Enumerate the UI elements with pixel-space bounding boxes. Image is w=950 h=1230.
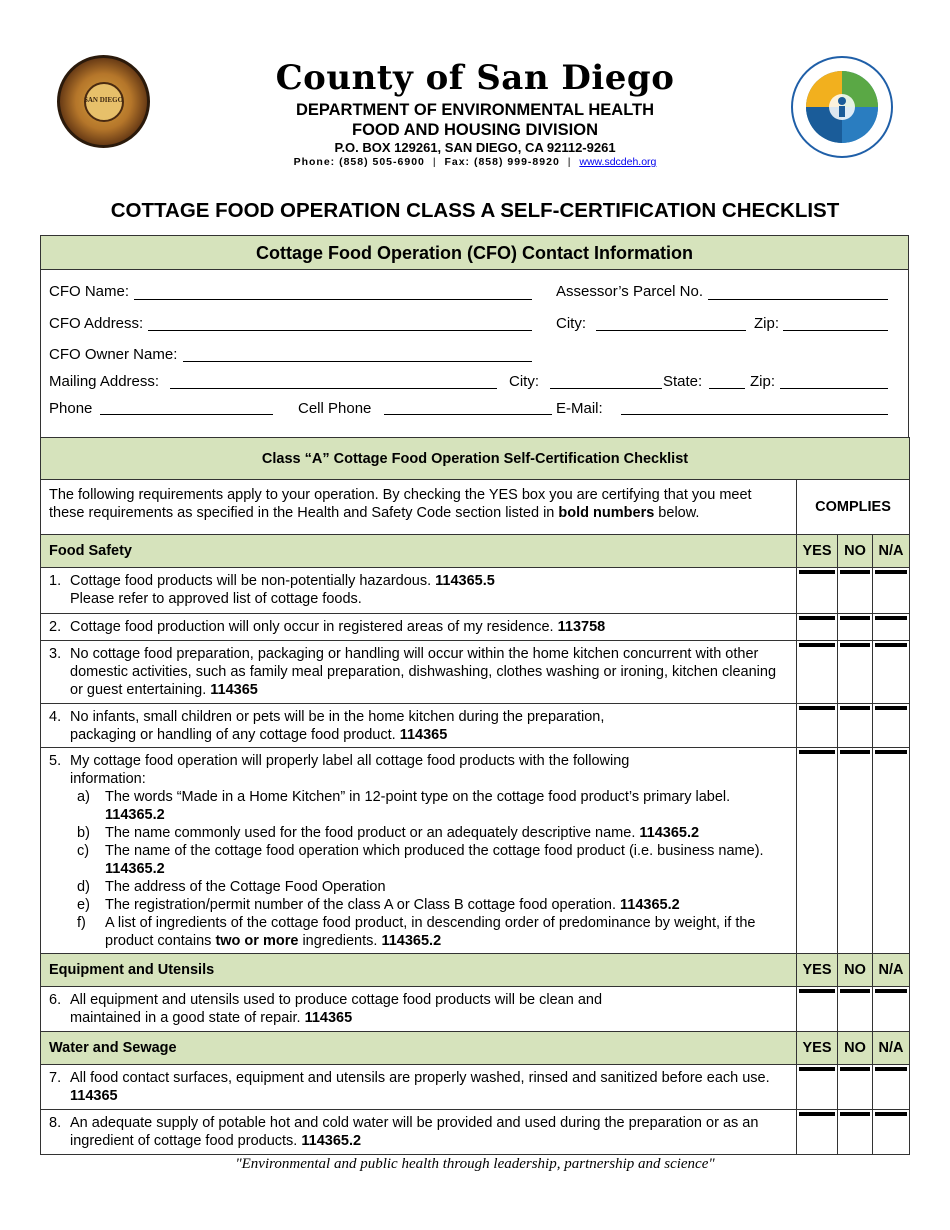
item-text: 4. No infants, small children or pets will be in the home kitchen during the preparation, packaging or handling of any cottage food product. 114365	[41, 704, 797, 748]
page-title: COTTAGE FOOD OPERATION CLASS A SELF-CERTIFICATION CHECKLIST	[110, 199, 840, 222]
sub-item-f: f) A list of ingredients of the cottage food product, in descending order of predominance by weight, if the product contains two or more ingredients. 114365.2	[77, 915, 756, 949]
cell-phone-label: Cell Phone	[298, 400, 372, 417]
no-checkbox[interactable]	[838, 704, 873, 748]
checklist-item-2	[41, 614, 910, 641]
item-text: 2. Cottage food production will only occur in registered areas of my residence. 113758	[41, 614, 797, 641]
department-name: DEPARTMENT OF ENVIRONMENTAL HEALTH	[295, 101, 655, 119]
sub-item-d: d) The address of the Cottage Food Operation	[77, 879, 386, 895]
complies-header: COMPLIES	[797, 480, 910, 535]
apn-field[interactable]	[708, 299, 888, 300]
owner-name-label: CFO Owner Name:	[49, 346, 178, 363]
phone-number: Phone: (858) 505-6900	[293, 156, 425, 168]
checklist-table	[40, 437, 910, 1155]
sub-item-c: c) The name of the cottage food operation which produced the cottage food product (i.e. business name). 114365.2	[77, 843, 764, 877]
na-checkbox[interactable]	[873, 1110, 910, 1155]
section-water	[41, 1032, 910, 1065]
section-equipment	[41, 954, 910, 987]
email-field[interactable]	[621, 414, 888, 415]
city-field[interactable]	[596, 330, 746, 331]
separator: |	[567, 156, 572, 168]
item-text: 1. Cottage food products will be non-potentially hazardous. 114365.5 Please refer to approved list of cottage foods.	[41, 568, 797, 614]
state-field[interactable]	[709, 388, 745, 389]
section-food-safety	[41, 535, 910, 568]
sub-item-e: e) The registration/permit number of the class A or Class B cottage food operation. 114365.2	[77, 897, 680, 913]
no-checkbox[interactable]	[838, 1065, 873, 1110]
cell-phone-field[interactable]	[384, 414, 552, 415]
yes-checkbox[interactable]	[797, 614, 838, 641]
intro-text: The following requirements apply to your operation. By checking the YES box you are certifying that you meet these requirements as specified in the Health and Safety Code section listed in bold numbers below.	[41, 480, 797, 535]
footer-motto: "Environmental and public health through leadership, partnership and science"	[235, 1156, 715, 1172]
checklist-item-7	[41, 1065, 910, 1110]
no-checkbox[interactable]	[838, 1110, 873, 1155]
item-text: 7. All food contact surfaces, equipment and utensils are properly washed, rinsed and sanitized before each use. 114365	[41, 1065, 797, 1110]
fax-number: Fax: (858) 999-8920	[444, 156, 560, 168]
item-text: 6. All equipment and utensils used to produce cottage food products will be clean and maintained in a good state of repair. 114365	[41, 987, 797, 1032]
item-text: 3. No cottage food preparation, packaging or handling will occur within the home kitchen concurrent with other domestic activities, such as family meal preparation, dishwashing, clothes washing or ironing, kitchen cleaning or guest entertaining. 114365	[41, 641, 797, 704]
no-checkbox[interactable]	[838, 748, 873, 954]
yes-checkbox[interactable]	[797, 568, 838, 614]
yes-header: YES	[797, 535, 838, 568]
zip-label: Zip:	[754, 315, 780, 332]
yes-checkbox[interactable]	[797, 641, 838, 704]
county-title: County of San Diego	[275, 58, 675, 98]
contact-section	[40, 235, 909, 438]
state-label: State:	[663, 373, 703, 390]
no-header: NO	[838, 1032, 873, 1065]
no-checkbox[interactable]	[838, 568, 873, 614]
mailing-address: P.O. BOX 129261, SAN DIEGO, CA 92112-9261	[334, 140, 616, 155]
cfo-name-label: CFO Name:	[49, 283, 130, 300]
checklist-item-8	[41, 1110, 910, 1155]
na-checkbox[interactable]	[873, 641, 910, 704]
mail-city-label: City:	[509, 373, 539, 390]
yes-checkbox[interactable]	[797, 1065, 838, 1110]
item-text: 8. An adequate supply of potable hot and cold water will be provided and used during the preparation or as an ingredient of cottage food products. 114365.2	[41, 1110, 797, 1155]
division-name: FOOD AND HOUSING DIVISION	[352, 121, 598, 139]
checklist-heading-row	[41, 438, 910, 480]
owner-name-field[interactable]	[183, 361, 532, 362]
na-header: N/A	[873, 535, 910, 568]
mailing-address-field[interactable]	[170, 388, 497, 389]
zip-field[interactable]	[783, 330, 888, 331]
na-checkbox[interactable]	[873, 704, 910, 748]
sub-item-b: b) The name commonly used for the food product or an adequately descriptive name. 114365.2	[77, 825, 700, 841]
na-checkbox[interactable]	[873, 748, 910, 954]
na-checkbox[interactable]	[873, 987, 910, 1032]
checklist-item-6	[41, 987, 910, 1032]
no-checkbox[interactable]	[838, 641, 873, 704]
checklist-item-5	[41, 748, 910, 954]
yes-checkbox[interactable]	[797, 1110, 838, 1155]
section-label: Equipment and Utensils	[41, 954, 797, 987]
mail-zip-field[interactable]	[780, 388, 888, 389]
yes-header: YES	[797, 1032, 838, 1065]
no-header: NO	[838, 954, 873, 987]
yes-checkbox[interactable]	[797, 987, 838, 1032]
no-header: NO	[838, 535, 873, 568]
separator: |	[432, 156, 437, 168]
yes-checkbox[interactable]	[797, 704, 838, 748]
cfo-address-field[interactable]	[148, 330, 532, 331]
mail-zip-label: Zip:	[750, 373, 776, 390]
apn-label: Assessor’s Parcel No.	[556, 283, 703, 300]
mailing-address-label: Mailing Address:	[49, 373, 160, 390]
section-label: Food Safety	[41, 535, 797, 568]
cfo-name-field[interactable]	[134, 299, 532, 300]
city-label: City:	[556, 315, 586, 332]
phone-field[interactable]	[100, 414, 273, 415]
contact-line	[0, 156, 950, 168]
no-checkbox[interactable]	[838, 987, 873, 1032]
no-checkbox[interactable]	[838, 614, 873, 641]
item-text: 5. My cottage food operation will properly label all cottage food products with the following information: a) The words “Made in a Home Kitchen” in 12-point type on the cottage food product’s primary label. 114365.2 b) The name commonly used for the food product or an adequately descriptive name. 114365.2 c) The name of the cottage food operation which produced the cottage food product (i.e. business name). 114365.2 d) The address of the Cottage Food Operation e) The registration/permit number of the class A or Class B cottage food operation. 114365.2 f) A list of ingredients of the cottage food product, in descending order of predominance by weight, if the product contains two or more ingredients. 114365.2	[41, 748, 797, 954]
na-header: N/A	[873, 1032, 910, 1065]
sub-item-a: a) The words “Made in a Home Kitchen” in 12-point type on the cottage food product’s primary label. 114365.2	[77, 789, 731, 823]
na-header: N/A	[873, 954, 910, 987]
na-checkbox[interactable]	[873, 1065, 910, 1110]
cfo-address-label: CFO Address:	[49, 315, 144, 332]
contact-heading: Cottage Food Operation (CFO) Contact Information	[41, 236, 908, 270]
phone-label: Phone	[49, 400, 93, 417]
email-label: E-Mail:	[556, 400, 603, 417]
checklist-item-1	[41, 568, 910, 614]
seal-text: SAN DIEGO	[83, 96, 124, 104]
na-checkbox[interactable]	[873, 568, 910, 614]
mail-city-field[interactable]	[550, 388, 662, 389]
section-label: Water and Sewage	[41, 1032, 797, 1065]
yes-header: YES	[797, 954, 838, 987]
checklist-item-3	[41, 641, 910, 704]
checklist-heading: Class “A” Cottage Food Operation Self-Certification Checklist	[41, 438, 910, 480]
website-link[interactable]: www.sdcdeh.org	[579, 156, 657, 168]
yes-checkbox[interactable]	[797, 748, 838, 954]
intro-row	[41, 480, 910, 535]
checklist-item-4	[41, 704, 910, 748]
na-checkbox[interactable]	[873, 614, 910, 641]
